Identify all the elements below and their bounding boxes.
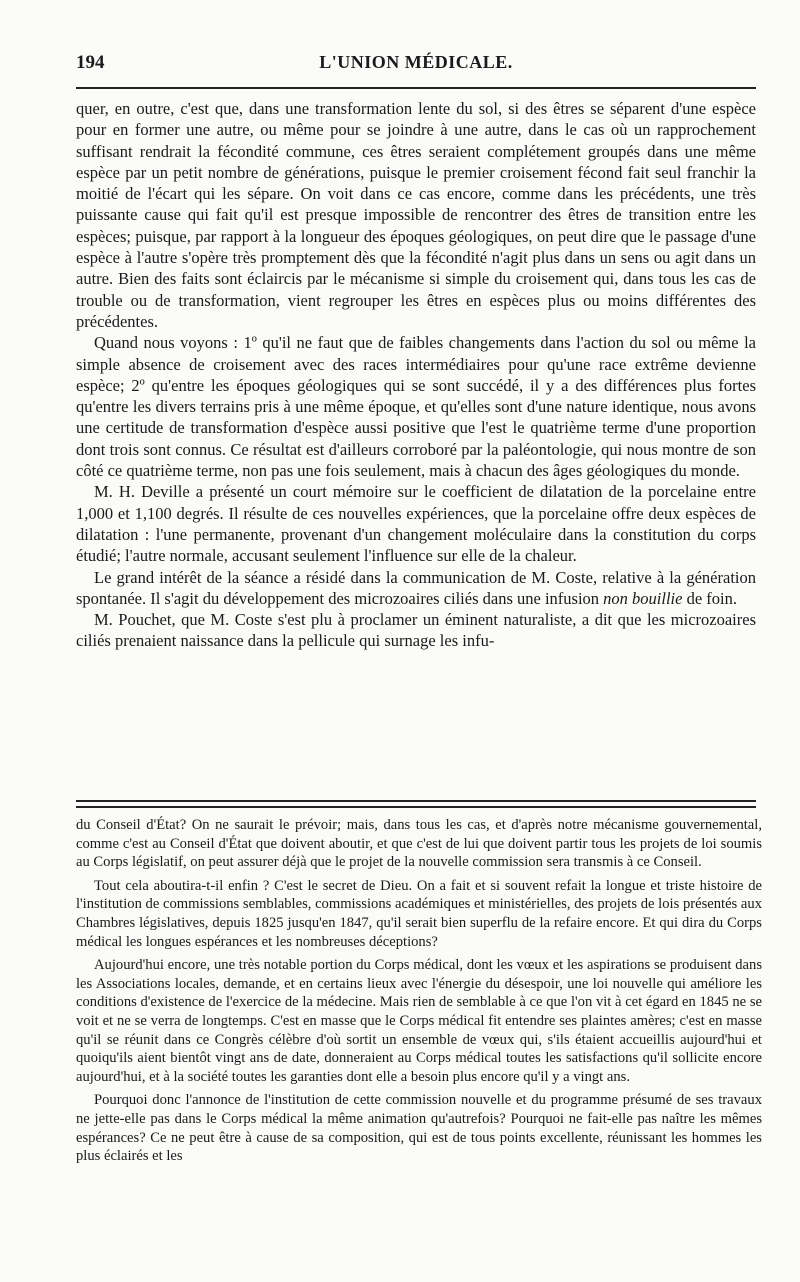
feuilleton-separator — [76, 800, 756, 808]
coste-text: Le grand intérêt de la séance a résidé dans la communication de M. Coste, relative à la génération spontanée. Il s'agit du développement des microzoaires ciliés dans une infusion — [76, 567, 756, 608]
paragraph-pouchet: M. Pouchet, que M. Coste s'est plu à proclamer un éminent naturaliste, a dit que les microzoaires ciliés prenaient naissance dans la pellicule qui surnage les infu- — [76, 610, 756, 651]
paragraph-deville: M. H. Deville a présenté un court mémoire sur le coefficient de dilatation de la porcelaine entre 1,000 et 1,100 degrés. Il résulte de ces nouvelles expériences, que la porcelaine offre deux espèces de dilatation : l'une permanente, provenant d'un changement moléculaire dans la constitution du corps étudié; l'autre normale, accusant seulement l'influence sur elle de la chaleur. — [76, 482, 756, 566]
paragraph-species: Quand nous voyons : 1º qu'il ne faut que de faibles changements dans l'action du sol ou même la simple absence de croisement avec des races intermédiaires pour qu'une race extrême devienne espèce; 2º qu'entre les époques géologiques qui se sont succédé, il y a des différences plus fortes qu'entre les divers terrains pris à une même époque, et qu'elles sont d'une nature identique, nous avons une certitude de transformation d'espèce aussi positive que l'est le quatrième terme d'une proportion dont trois sont connus. Ce résultat est d'ailleurs corroboré par la paléontologie, qui nous montre de son côté ce quatrième terme, non pas une fois seulement, mais à chacun des âges géologiques du monde. — [76, 333, 756, 481]
paragraph-continuation: quer, en outre, c'est que, dans une transformation lente du sol, si des êtres se séparent d'une espèce pour en former une autre, ou même pour se joindre à une autre, dans le cas où un rapprochement suffisant rendrait la fécondité commune, ces êtres seraient complétement groupés dans une même espèce par un petit nombre de générations, puisque le premier croisement fécond fait seul franchir la moitié de l'écart qui les sépare. On voit dans ce cas encore, comme dans les précédents, une très puissante cause qui fait qu'il est presque impossible de rencontrer des êtres de transition entre les espèces; puisque, par rapport à la longueur des époques géologiques, on peut dire que le passage d'une espèce à l'autre s'opère très promptement dès que la fécondité n'agit plus dans un sens ou agit dans un autre. Bien des faits sont éclaircis par le mécanisme si simple du croisement qui, dans tous les cas de trouble ou de transformation, vient regrouper les êtres en espèces plus ou moins différentes des précédentes. — [76, 99, 756, 331]
feuilleton-paragraph-2: Tout cela aboutira-t-il enfin ? C'est le secret de Dieu. On a fait et si souvent refait la longue et triste histoire de l'institution de commissions semblables, commissions académiques et ministérielles, des projets de lois présentés aux Chambres législatives, depuis 1825 jusqu'en 1847, qu'il serait bien superflu de la refaire encore. Et qui dira du Corps médical les longues espérances et les nombreuses déceptions? — [76, 877, 762, 950]
feuilleton-paragraph-1: du Conseil d'État? On ne saurait le prévoir; mais, dans tous les cas, et d'après notre mécanisme gouvernemental, comme c'est au Conseil d'État que doivent aboutir, et que c'est de lui que doivent partir tous les projets de loi soumis au Corps législatif, on peut assurer déjà que le projet de la nouvelle commission sera transmis à ce Conseil. — [76, 817, 762, 871]
page-header — [76, 52, 756, 82]
main-article — [76, 98, 756, 652]
feuilleton-section — [76, 816, 762, 1171]
feuilleton-paragraph-3: Aujourd'hui encore, une très notable portion du Corps médical, dont les vœux et les aspirations se produisent dans les Associations locales, demande, et en certains lieux avec l'énergie du désespoir, une loi nouvelle qui améliore les conditions d'existence de l'exercice de la médecine. Mais rien de semblable à ce que l'on vit à cet égard en 1845 ne se voit et ne se verra de longtemps. C'est en masse que le Corps médical fit entendre ses plaintes amères; c'est en masse qu'il se réunit dans ce Congrès célèbre d'où sortit un ensemble de vœux qui, s'ils étaient accueillis aujourd'hui et quoiqu'ils aient bientôt vingt ans de date, donneraient au Corps médical toutes les satisfactions qu'il sollicite encore aujourd'hui, et à la société toutes les garanties dont elle a besoin plus encore qu'il y a vingt ans. — [76, 957, 762, 1085]
feuilleton-paragraph-4: Pourquoi donc l'annonce de l'institution de cette commission nouvelle et du programme présumé de ses travaux ne jette-elle pas dans le Corps médical la même animation qu'autrefois? Pourquoi ne fait-elle pas naître les mêmes espérances? Ce ne peut être à cause de sa composition, qui est de tous points excellente, réunissant les hommes les plus éclairés et les — [76, 1092, 762, 1165]
page-number: 194 — [76, 52, 105, 73]
coste-italic: non bouillie — [603, 588, 683, 608]
header-rule — [76, 87, 756, 89]
paragraph-coste — [76, 567, 756, 610]
coste-text-end: de foin. — [682, 588, 737, 608]
running-title: L'UNION MÉDICALE. — [319, 52, 513, 72]
